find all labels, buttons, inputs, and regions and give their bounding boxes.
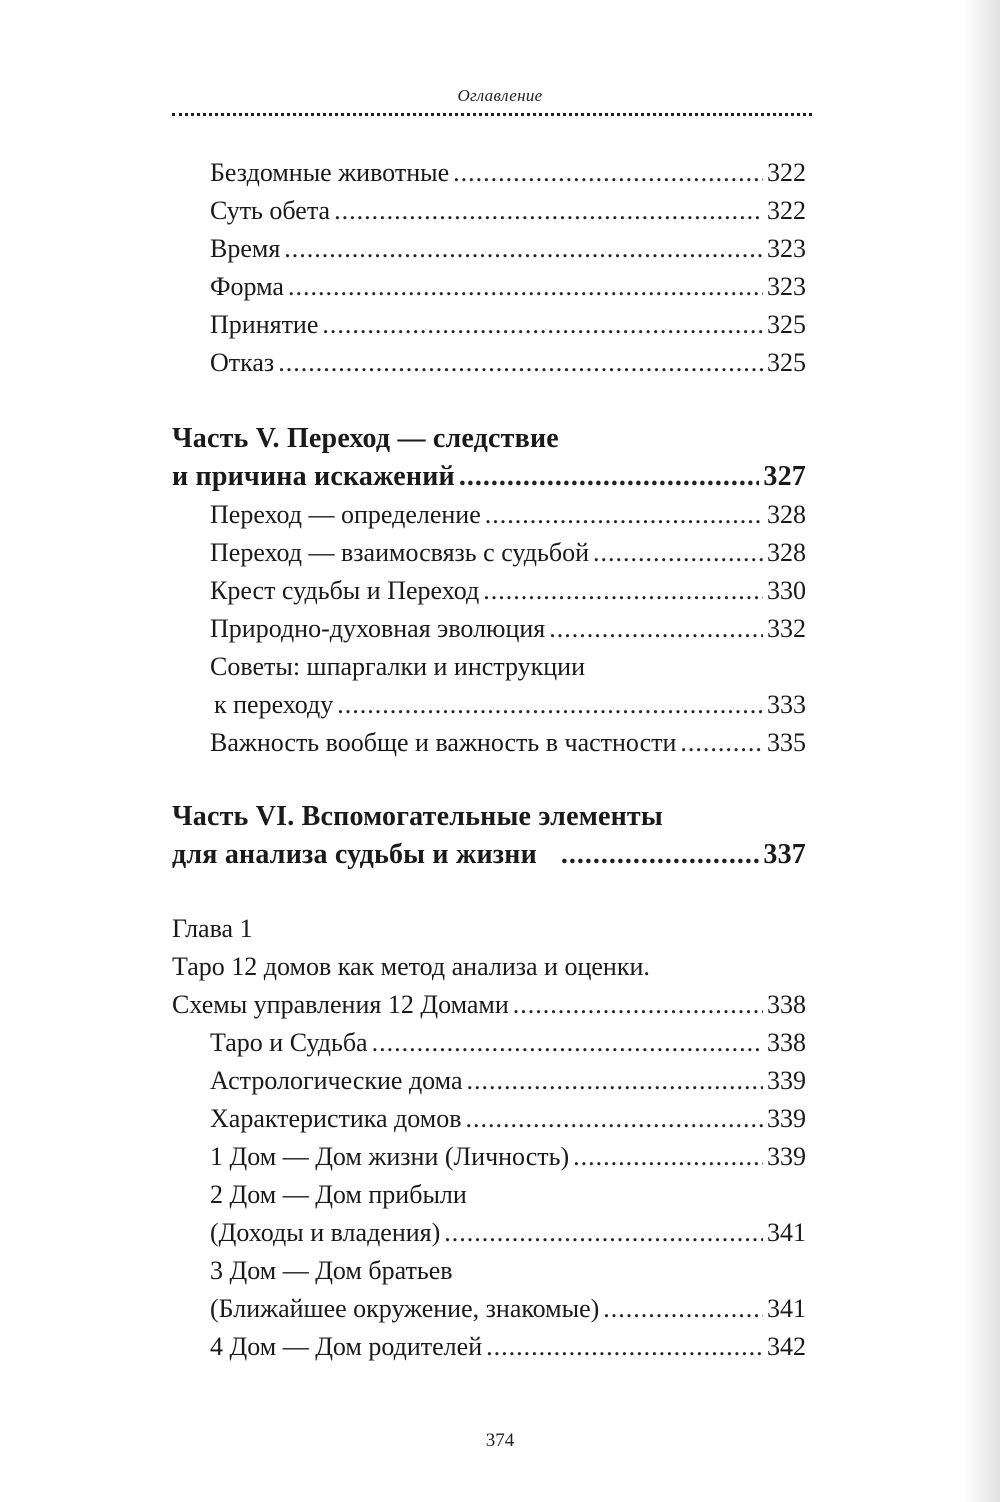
toc-entry-page: 341 [767, 1218, 806, 1247]
toc-entry-title: Важность вообще и важность в частности [210, 728, 677, 757]
toc-entry-title: Форма [210, 272, 284, 301]
toc-entry-page: 325 [767, 310, 806, 339]
toc-entry-title: Характеристика домов [210, 1104, 462, 1133]
toc-entry-continued[interactable] [210, 1218, 806, 1256]
toc-entry-page: 339 [767, 1142, 806, 1171]
toc-entry[interactable] [210, 310, 806, 348]
toc-entry-page: 330 [767, 576, 806, 605]
dot-leader [278, 348, 763, 378]
chapter-title-continued[interactable] [172, 990, 806, 1028]
toc-entry-page: 335 [767, 728, 806, 757]
dot-leader [322, 310, 763, 340]
dot-leader [372, 1028, 763, 1058]
toc-entry-page: 327 [763, 461, 806, 492]
part-heading-title: и причина искажений [172, 461, 455, 492]
toc-entry-title: Время [210, 234, 281, 263]
toc-entry[interactable] [210, 1180, 806, 1218]
toc-entry-page: 328 [767, 538, 806, 567]
toc-entry-title: Отказ [210, 348, 275, 377]
toc-entry-title: 4 Дом — Дом родителей [210, 1332, 483, 1361]
toc-entry-title: Советы: шпаргалки и инструкции [210, 652, 585, 681]
toc-entry-page: 323 [767, 272, 806, 301]
toc-entry-continued[interactable] [210, 1294, 806, 1332]
chapter-title[interactable] [172, 952, 806, 990]
dot-leader [284, 234, 763, 264]
toc-entry[interactable] [210, 538, 806, 576]
dot-leader [288, 272, 763, 302]
toc-entry-title: Астрологические дома [210, 1066, 463, 1095]
toc-entry-page: 338 [767, 990, 806, 1019]
toc-entry-page: 338 [767, 1028, 806, 1057]
dot-leader [483, 576, 763, 606]
toc-entry-page: 342 [767, 1332, 806, 1361]
toc-entry-title: Переход — определение [210, 500, 481, 529]
toc-entry-title: Суть обета [210, 196, 331, 225]
toc-entry-page: 339 [767, 1066, 806, 1095]
toc-entry[interactable] [210, 348, 806, 386]
toc-entry[interactable] [210, 1332, 806, 1370]
toc-entry-page: 323 [767, 234, 806, 263]
toc-entry-page: 341 [767, 1294, 806, 1323]
toc-entry[interactable] [210, 158, 806, 196]
toc-entry-page: 339 [767, 1104, 806, 1133]
toc-entry-title: к переходу [214, 690, 334, 719]
running-head: Оглавление [457, 86, 543, 105]
toc-entry-page: 328 [767, 500, 806, 529]
dot-leader [513, 990, 763, 1020]
chapter-title-text: Схемы управления 12 Домами [172, 990, 509, 1019]
chapter-title-text: Таро 12 домов как метод анализа и оценки. [172, 952, 650, 981]
dot-leader [444, 1218, 763, 1248]
part-heading-title: Часть VI. Вспомогательные элементы [172, 801, 663, 832]
part-heading-title: Часть V. Переход — следствие [172, 423, 559, 454]
toc-entry[interactable] [210, 1256, 806, 1294]
dot-leader [453, 158, 763, 188]
toc-entry-title: Переход — взаимосвязь с судьбой [210, 538, 589, 567]
dot-leader [486, 1332, 763, 1362]
dot-leader [573, 1142, 763, 1172]
toc-entry[interactable] [210, 652, 806, 690]
toc-entry[interactable] [210, 272, 806, 310]
part-heading-continued[interactable] [172, 839, 806, 877]
toc-entry[interactable] [210, 614, 806, 652]
dot-leader [459, 461, 760, 493]
dotted-rule [172, 113, 812, 116]
toc-entry-continued[interactable] [214, 690, 806, 728]
toc-entry[interactable] [210, 1142, 806, 1180]
toc-entry[interactable] [210, 500, 806, 538]
chapter-heading[interactable] [172, 914, 806, 952]
toc-entry[interactable] [210, 234, 806, 272]
page-edge-shadow [964, 0, 1000, 1502]
dot-leader [680, 728, 763, 758]
toc-entry-page: 332 [767, 614, 806, 643]
toc-entry-page: 337 [763, 839, 806, 870]
part-heading[interactable] [172, 423, 806, 461]
dot-leader [561, 839, 759, 871]
toc-entry-title: (Доходы и владения) [210, 1218, 441, 1247]
chapter-label: Глава 1 [172, 914, 253, 943]
part-heading-continued[interactable] [172, 461, 806, 499]
dot-leader [593, 538, 763, 568]
toc-entry-title: (Ближайшее окружение, знакомые) [210, 1294, 600, 1323]
toc-entry-title: 1 Дом — Дом жизни (Личность) [210, 1142, 570, 1171]
part-heading[interactable] [172, 801, 806, 839]
toc-entry-page: 322 [767, 196, 806, 225]
toc-entry[interactable] [210, 728, 806, 766]
dot-leader [334, 196, 763, 226]
toc-entry[interactable] [210, 576, 806, 614]
toc-entry-title: Природно-духовная эволюция [210, 614, 546, 643]
toc-entry[interactable] [210, 1104, 806, 1142]
dot-leader [549, 614, 763, 644]
toc-entry-title: Таро и Судьба [210, 1028, 368, 1057]
toc-entry[interactable] [210, 1066, 806, 1104]
toc-entry[interactable] [210, 1028, 806, 1066]
part-heading-title: для анализа судьбы и жизни [172, 839, 537, 870]
toc-entry-page: 325 [767, 348, 806, 377]
toc-entry-page: 333 [767, 690, 806, 719]
toc-entry-title: Крест судьбы и Переход [210, 576, 480, 605]
toc-entry-title: Принятие [210, 310, 319, 339]
toc-entry-title: 2 Дом — Дом прибыли [210, 1180, 467, 1209]
toc-entry[interactable] [210, 196, 806, 234]
dot-leader [466, 1104, 763, 1134]
dot-leader [603, 1294, 763, 1324]
toc-entry-page: 322 [767, 158, 806, 187]
toc-entry-title: Бездомные животные [210, 158, 450, 187]
dot-leader [337, 690, 763, 720]
page-number: 374 [485, 1430, 515, 1451]
dot-leader [485, 500, 763, 530]
dot-leader [467, 1066, 764, 1096]
toc-entry-title: 3 Дом — Дом братьев [210, 1256, 453, 1285]
